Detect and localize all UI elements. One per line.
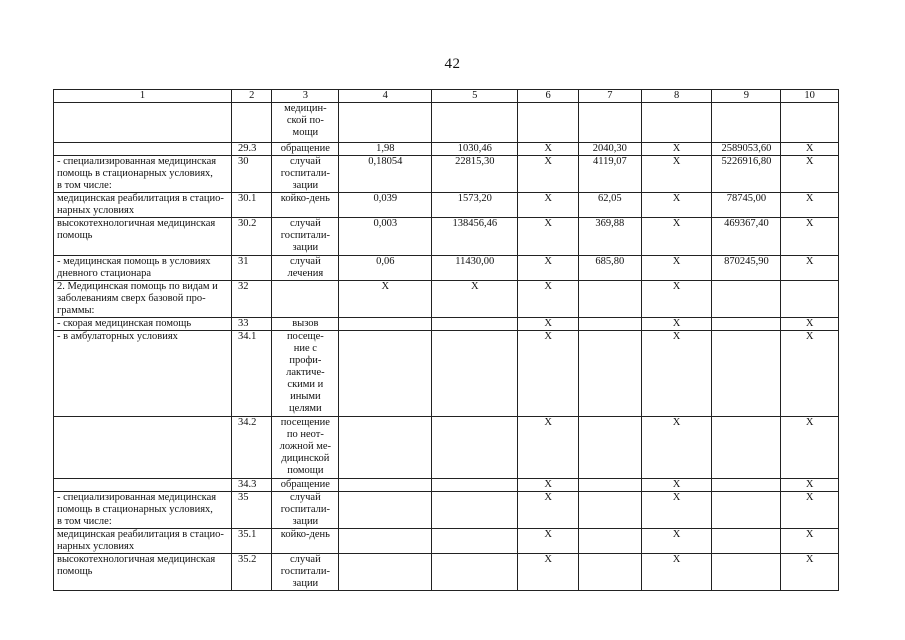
col10-cell: X [781, 218, 839, 256]
col5-cell [432, 417, 518, 479]
col4-cell [339, 554, 432, 591]
unit-cell: случай госпитали- зации [272, 218, 339, 256]
col7-cell [578, 103, 641, 143]
table-row [54, 281, 839, 318]
col5-cell [432, 331, 518, 417]
col5-cell [432, 103, 518, 143]
description-cell [54, 143, 232, 156]
col10-cell: X [781, 417, 839, 479]
col8-cell: X [641, 143, 712, 156]
col10-cell [781, 103, 839, 143]
col6-cell: X [518, 281, 579, 318]
unit-cell: случай госпитали- зации [272, 492, 339, 529]
header-cell: 5 [432, 90, 518, 103]
col7-cell [578, 318, 641, 331]
header-cell: 1 [54, 90, 232, 103]
col8-cell: X [641, 218, 712, 256]
col5-cell: X [432, 281, 518, 318]
table-row [54, 193, 839, 218]
col4-cell: 0,039 [339, 193, 432, 218]
col9-cell: 469367,40 [712, 218, 781, 256]
row-number-cell: 30.1 [232, 193, 272, 218]
row-number-cell: 35.2 [232, 554, 272, 591]
description-cell [54, 417, 232, 479]
header-cell: 8 [641, 90, 712, 103]
col9-cell [712, 492, 781, 529]
col6-cell: X [518, 529, 579, 554]
data-table [53, 89, 839, 591]
row-number-cell: 30.2 [232, 218, 272, 256]
col6-cell: X [518, 218, 579, 256]
header-cell: 7 [578, 90, 641, 103]
col5-cell: 138456,46 [432, 218, 518, 256]
col10-cell: X [781, 492, 839, 529]
col8-cell: X [641, 417, 712, 479]
col5-cell [432, 554, 518, 591]
col9-cell [712, 103, 781, 143]
table-row [54, 479, 839, 492]
col5-cell [432, 318, 518, 331]
col9-cell: 5226916,80 [712, 156, 781, 193]
col6-cell: X [518, 193, 579, 218]
unit-cell: вызов [272, 318, 339, 331]
col9-cell: 2589053,60 [712, 143, 781, 156]
col4-cell: X [339, 281, 432, 318]
col7-cell [578, 492, 641, 529]
col4-cell [339, 492, 432, 529]
col10-cell [781, 281, 839, 318]
col6-cell: X [518, 156, 579, 193]
description-cell: высокотехнологичная медицинская помощь [54, 218, 232, 256]
unit-cell [272, 281, 339, 318]
col8-cell: X [641, 281, 712, 318]
col5-cell [432, 529, 518, 554]
description-cell: - медицинская помощь в условиях дневного стационара [54, 256, 232, 281]
col7-cell [578, 479, 641, 492]
col8-cell: X [641, 529, 712, 554]
col6-cell: X [518, 256, 579, 281]
col5-cell: 1573,20 [432, 193, 518, 218]
col10-cell: X [781, 193, 839, 218]
col10-cell: X [781, 156, 839, 193]
col10-cell: X [781, 256, 839, 281]
table-row [54, 156, 839, 193]
col10-cell: X [781, 554, 839, 591]
description-cell: - специализированная медицинская помощь в стационарных условиях, в том числе: [54, 156, 232, 193]
unit-cell: койко-день [272, 529, 339, 554]
col4-cell [339, 417, 432, 479]
row-number-cell [232, 103, 272, 143]
table-row [54, 417, 839, 479]
col8-cell: X [641, 331, 712, 417]
row-number-cell: 33 [232, 318, 272, 331]
col7-cell [578, 331, 641, 417]
col7-cell [578, 281, 641, 318]
unit-cell: обращение [272, 479, 339, 492]
table-row [54, 318, 839, 331]
row-number-cell: 34.1 [232, 331, 272, 417]
col6-cell: X [518, 143, 579, 156]
col8-cell: X [641, 479, 712, 492]
col5-cell [432, 479, 518, 492]
col8-cell [641, 103, 712, 143]
col8-cell: X [641, 193, 712, 218]
col7-cell [578, 529, 641, 554]
unit-cell: посеще- ние с профи- лактиче- скими и иными целями [272, 331, 339, 417]
col5-cell [432, 492, 518, 529]
col9-cell [712, 331, 781, 417]
table-row [54, 331, 839, 417]
col4-cell: 0,18054 [339, 156, 432, 193]
description-cell: - скорая медицинская помощь [54, 318, 232, 331]
col7-cell: 2040,30 [578, 143, 641, 156]
header-cell: 2 [232, 90, 272, 103]
col8-cell: X [641, 492, 712, 529]
description-cell [54, 479, 232, 492]
col6-cell: X [518, 417, 579, 479]
col7-cell: 62,05 [578, 193, 641, 218]
col9-cell: 870245,90 [712, 256, 781, 281]
col4-cell [339, 103, 432, 143]
unit-cell: случай госпитали- зации [272, 156, 339, 193]
table-row [54, 256, 839, 281]
unit-cell: койко-день [272, 193, 339, 218]
description-cell: медицинская реабилитация в стацио-нарных условиях [54, 193, 232, 218]
row-number-cell: 35 [232, 492, 272, 529]
header-cell: 9 [712, 90, 781, 103]
col8-cell: X [641, 554, 712, 591]
col10-cell: X [781, 318, 839, 331]
row-number-cell: 34.3 [232, 479, 272, 492]
col5-cell: 11430,00 [432, 256, 518, 281]
col6-cell: X [518, 331, 579, 417]
row-number-cell: 32 [232, 281, 272, 318]
header-cell: 10 [781, 90, 839, 103]
col7-cell [578, 554, 641, 591]
col10-cell: X [781, 331, 839, 417]
description-cell: - в амбулаторных условиях [54, 331, 232, 417]
col7-cell [578, 417, 641, 479]
col5-cell: 1030,46 [432, 143, 518, 156]
col7-cell: 369,88 [578, 218, 641, 256]
col4-cell [339, 331, 432, 417]
col4-cell [339, 479, 432, 492]
table-row [54, 143, 839, 156]
col9-cell [712, 281, 781, 318]
col8-cell: X [641, 256, 712, 281]
unit-cell: медицин- ской по- мощи [272, 103, 339, 143]
row-number-cell: 34.2 [232, 417, 272, 479]
table-row [54, 529, 839, 554]
col6-cell [518, 103, 579, 143]
table-body [54, 90, 839, 591]
description-cell [54, 103, 232, 143]
row-number-cell: 30 [232, 156, 272, 193]
col7-cell: 685,80 [578, 256, 641, 281]
table-row [54, 492, 839, 529]
col10-cell: X [781, 529, 839, 554]
col9-cell [712, 417, 781, 479]
unit-cell: обращение [272, 143, 339, 156]
col4-cell: 0,06 [339, 256, 432, 281]
table-row [54, 103, 839, 143]
row-number-cell: 35.1 [232, 529, 272, 554]
col4-cell [339, 529, 432, 554]
col4-cell: 1,98 [339, 143, 432, 156]
unit-cell: случай лечения [272, 256, 339, 281]
description-cell: - специализированная медицинская помощь в стационарных условиях, в том числе: [54, 492, 232, 529]
description-cell: медицинская реабилитация в стацио-нарных условиях [54, 529, 232, 554]
table-row [54, 554, 839, 591]
col4-cell [339, 318, 432, 331]
header-row [54, 90, 839, 103]
col6-cell: X [518, 318, 579, 331]
page-number: 42 [444, 56, 461, 72]
description-cell: 2. Медицинская помощь по видам и заболеваниям сверх базовой про-граммы: [54, 281, 232, 318]
col9-cell [712, 479, 781, 492]
description-cell: высокотехнологичная медицинская помощь [54, 554, 232, 591]
col6-cell: X [518, 554, 579, 591]
col5-cell: 22815,30 [432, 156, 518, 193]
col7-cell: 4119,07 [578, 156, 641, 193]
col9-cell: 78745,00 [712, 193, 781, 218]
header-cell: 6 [518, 90, 579, 103]
col10-cell: X [781, 479, 839, 492]
row-number-cell: 31 [232, 256, 272, 281]
header-cell: 3 [272, 90, 339, 103]
unit-cell: посещение по неот- ложной ме- дицинской помощи [272, 417, 339, 479]
col9-cell [712, 554, 781, 591]
col10-cell: X [781, 143, 839, 156]
header-cell: 4 [339, 90, 432, 103]
col6-cell: X [518, 492, 579, 529]
col4-cell: 0,003 [339, 218, 432, 256]
table-row [54, 218, 839, 256]
col8-cell: X [641, 318, 712, 331]
col9-cell [712, 318, 781, 331]
row-number-cell: 29.3 [232, 143, 272, 156]
col9-cell [712, 529, 781, 554]
col8-cell: X [641, 156, 712, 193]
col6-cell: X [518, 479, 579, 492]
unit-cell: случай госпитали- зации [272, 554, 339, 591]
